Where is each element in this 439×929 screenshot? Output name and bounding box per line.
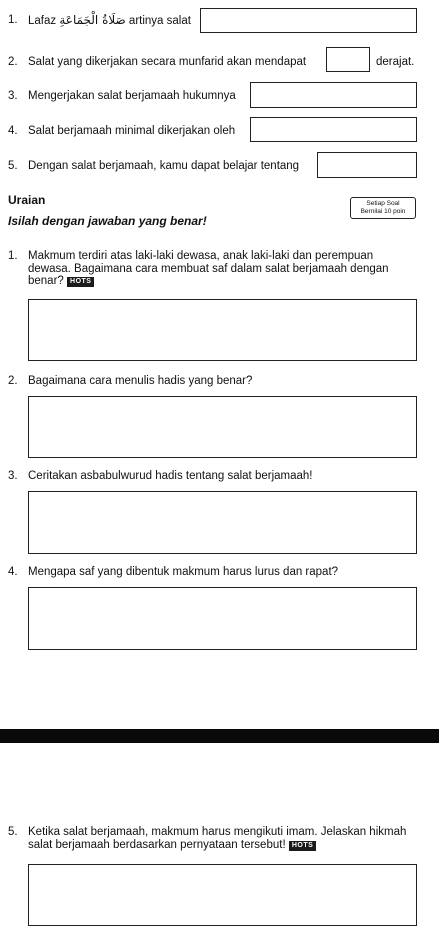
question-text: Mengapa saf yang dibentuk makmum harus lurus dan rapat?: [28, 566, 339, 578]
answer-box[interactable]: [317, 152, 417, 178]
essay-answer-box[interactable]: [28, 396, 417, 458]
section-instruction: Isilah dengan jawaban yang benar!: [8, 214, 207, 228]
question-text: Mengerjakan salat berjamaah hukumnya: [28, 90, 236, 102]
answer-box[interactable]: [326, 47, 370, 72]
hots-badge: HOTS: [67, 277, 94, 287]
question-suffix: derajat.: [376, 56, 415, 68]
question-text: Makmum terdiri atas laki-laki dewasa, anak laki-laki dan perempuan dewasa. Bagaimana cara membuat saf dalam salat berjamaah dengan benar? HOTS: [28, 250, 389, 287]
question-text: Salat yang dikerjakan secara munfarid akan mendapat: [28, 56, 307, 68]
section-title: Uraian: [8, 193, 46, 207]
answer-box[interactable]: [250, 82, 417, 108]
question-number: 3.: [8, 90, 18, 102]
question-text: Salat berjamaah minimal dikerjakan oleh: [28, 125, 236, 137]
question-number: 1.: [8, 250, 18, 262]
question-number: 5.: [8, 160, 18, 172]
question-text: Dengan salat berjamaah, kamu dapat belajar tentang: [28, 160, 300, 172]
essay-answer-box[interactable]: [28, 587, 417, 650]
score-badge: Setiap Soal Bernilai 10 poin: [350, 197, 416, 219]
answer-box[interactable]: [250, 117, 417, 142]
hots-badge: HOTS: [289, 841, 316, 851]
question-number: 4.: [8, 566, 18, 578]
arabic-term: صَلَاةُ الْجَمَاعَةِ: [59, 13, 126, 27]
question-number: 4.: [8, 125, 18, 137]
question-text: Lafaz صَلَاةُ الْجَمَاعَةِ artinya salat: [28, 13, 191, 27]
question-number: 5.: [8, 826, 18, 838]
answer-box[interactable]: [200, 8, 417, 33]
question-text: Ceritakan asbabulwurud hadis tentang salat berjamaah!: [28, 470, 313, 482]
essay-answer-box[interactable]: [28, 864, 417, 926]
essay-answer-box[interactable]: [28, 299, 417, 361]
question-number: 3.: [8, 470, 18, 482]
question-text: Bagaimana cara menulis hadis yang benar?: [28, 375, 253, 387]
question-number: 2.: [8, 375, 18, 387]
question-number: 2.: [8, 56, 18, 68]
page-separator: [0, 729, 439, 743]
essay-answer-box[interactable]: [28, 491, 417, 554]
question-text: Ketika salat berjamaah, makmum harus mengikuti imam. Jelaskan hikmah salat berjamaah berdasarkan pernyataan tersebut! HOTS: [28, 826, 407, 851]
question-number: 1.: [8, 14, 18, 26]
